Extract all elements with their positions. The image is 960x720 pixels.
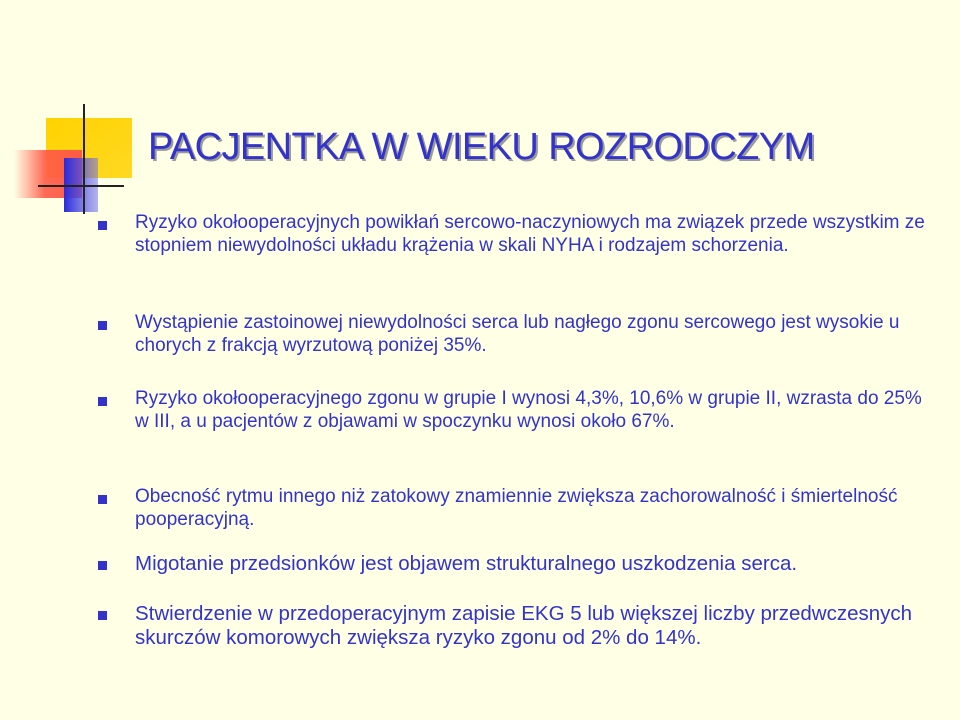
- decoration-squares: [0, 0, 220, 230]
- bullet-text: Ryzyko okołooperacyjnych powikłań sercowo-naczyniowych ma związek przede wszystkim ze stopniem niewydolności układu krążenia w skali NYHA i rodzajem schorzenia.: [135, 212, 925, 256]
- slide-title: PACJENTKA W WIEKU ROZRODCZYM: [148, 126, 815, 168]
- bullet-text: Obecność rytmu innego niż zatokowy znamiennie zwiększa zachorowalność i śmiertelność pooperacyjną.: [135, 486, 898, 530]
- bullet-square-icon: [98, 221, 107, 230]
- bullet-square-icon: [98, 321, 107, 330]
- bullet-square-icon: [98, 495, 107, 504]
- bullet-item: [98, 552, 938, 576]
- bullet-square-icon: [98, 397, 107, 406]
- bullet-item: [98, 388, 938, 433]
- bullet-text: Ryzyko okołooperacyjnego zgonu w grupie I wynosi 4,3%, 10,6% w grupie II, wzrasta do 25% w III, a u pacjentów z objawami w spoczynku wynosi około 67%.: [135, 388, 922, 432]
- bullet-item: [98, 486, 938, 531]
- bullet-text: Stwierdzenie w przedoperacyjnym zapisie EKG 5 lub większej liczby przedwczesnych skurczów komorowych zwiększa ryzyko zgonu od 2% do 14%.: [135, 602, 913, 649]
- bullet-text: Migotanie przedsionków jest objawem strukturalnego uszkodzenia serca.: [135, 552, 798, 575]
- bullet-item: [98, 212, 938, 257]
- bullet-text: Wystąpienie zastoinowej niewydolności serca lub nagłego zgonu sercowego jest wysokie u chorych z frakcją wyrzutową poniżej 35%.: [135, 312, 900, 356]
- bullet-item: [98, 602, 938, 650]
- bullet-square-icon: [98, 561, 107, 570]
- bullet-item: [98, 312, 938, 357]
- bullet-square-icon: [98, 611, 107, 620]
